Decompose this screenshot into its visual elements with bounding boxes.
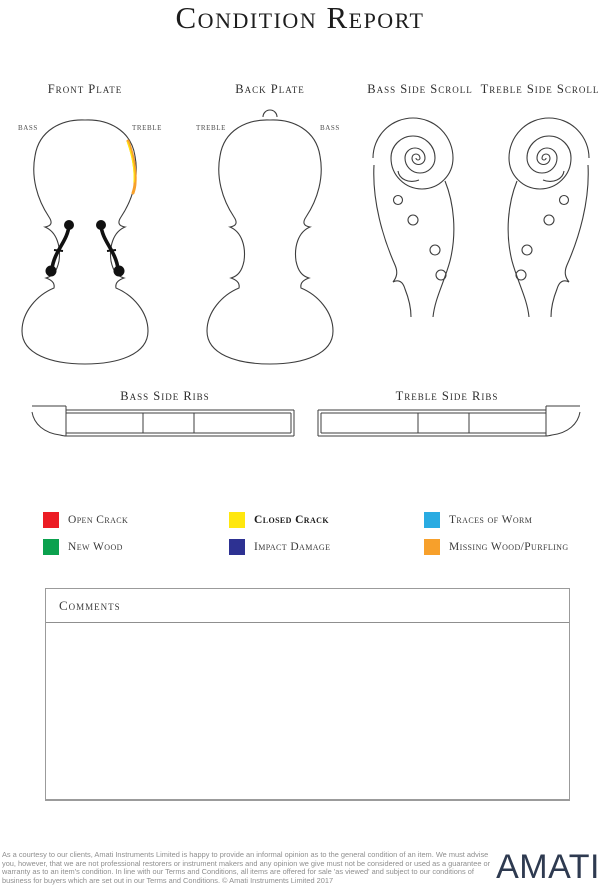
legend-label: Open Crack xyxy=(68,514,129,526)
peg-hole xyxy=(430,245,440,255)
traces-of-worm-swatch xyxy=(424,512,440,528)
comments-input[interactable] xyxy=(46,623,569,800)
legend-label: Traces of Worm xyxy=(449,514,533,526)
front-plate-treble-side-label: TREBLE xyxy=(132,124,163,132)
page-title: Condition Report xyxy=(175,0,425,35)
treble-ribs-label: Treble Side Ribs xyxy=(395,389,499,403)
pegbox-heel xyxy=(551,281,569,317)
peg-hole xyxy=(522,245,532,255)
legend-label: Closed Crack xyxy=(254,514,329,526)
peg-hole xyxy=(394,196,403,205)
legend-item-closed-crack xyxy=(229,512,329,528)
impact-damage-swatch xyxy=(229,539,245,555)
legend-label: Impact Damage xyxy=(254,541,331,553)
front-plate-outline xyxy=(22,120,148,364)
legend-item-missing-wood xyxy=(424,539,569,555)
back-plate-outline xyxy=(207,120,333,364)
rib-right-cap xyxy=(318,410,321,436)
treble-scroll-diagram xyxy=(482,103,597,318)
back-plate-diagram xyxy=(195,107,345,365)
front-plate-bass-side-label: BASS xyxy=(18,124,38,132)
peg-hole xyxy=(560,196,569,205)
rib-joints xyxy=(143,413,194,433)
back-plate-treble-side-label: TREBLE xyxy=(196,124,227,132)
bass-f-hole xyxy=(46,220,75,277)
treble-f-hole xyxy=(96,220,125,277)
heel-curve xyxy=(32,412,66,436)
rib-lines xyxy=(318,410,546,436)
bass-scroll-diagram xyxy=(365,103,480,318)
pegbox-front-edge xyxy=(508,181,529,317)
peg-hole xyxy=(408,215,418,225)
missing-wood-swatch xyxy=(424,539,440,555)
bass-scroll-label: Bass Side Scroll xyxy=(367,82,473,96)
treble-ribs-diagram xyxy=(312,402,582,445)
back-plate-button xyxy=(263,110,277,117)
closed-crack-swatch xyxy=(229,512,245,528)
scroll-spiral xyxy=(509,118,589,189)
new-wood-swatch xyxy=(43,539,59,555)
rib-lines xyxy=(66,410,294,436)
legend-label: Missing Wood/Purfling xyxy=(449,541,569,553)
pegbox-back-edge xyxy=(374,165,397,282)
peg-hole xyxy=(436,270,446,280)
peg-hole xyxy=(544,215,554,225)
back-plate-bass-side-label: BASS xyxy=(320,124,340,132)
treble-scroll-label: Treble Side Scroll xyxy=(480,82,600,96)
back-plate-label: Back Plate xyxy=(235,82,305,96)
comments-section xyxy=(45,588,570,801)
scroll-spiral xyxy=(373,118,453,189)
bass-ribs-diagram xyxy=(30,402,300,445)
amati-logo: AMATI xyxy=(496,848,600,886)
comments-header xyxy=(46,589,569,623)
legend-item-impact-damage xyxy=(229,539,330,555)
front-plate-diagram xyxy=(10,113,163,365)
pegbox-back-edge xyxy=(565,165,588,282)
legend-item-open-crack xyxy=(43,512,128,528)
legend-item-traces-of-worm xyxy=(424,512,532,528)
rib-right-cap xyxy=(291,410,294,436)
legend-label: New Wood xyxy=(68,541,123,553)
open-crack-swatch xyxy=(43,512,59,528)
pegbox-front-edge xyxy=(433,181,454,317)
comments-label: Comments xyxy=(59,597,121,613)
pegbox-heel xyxy=(393,281,411,317)
footer-disclaimer: As a courtesy to our clients, Amati Instruments Limited is happy to provide an informal opinion as to the general condition of an item. We must advise you, however, that we are not professional restorers or instrument makers and any opinion we give must not be considered or used as a guarantee or warranty as to an item's condition. In line with our Terms and Conditions, all items are offered for sale 'as viewed' and subject to our conditions of business for buyers which are set out in our Terms and Conditions. © Amati Instruments Limited 2017 xyxy=(2,850,491,885)
rib-joints xyxy=(418,413,469,433)
peg-hole xyxy=(516,270,526,280)
legend-item-new-wood xyxy=(43,539,123,555)
heel-curve xyxy=(546,412,580,436)
bass-ribs-label: Bass Side Ribs xyxy=(120,389,210,403)
front-plate-label: Front Plate xyxy=(47,82,123,96)
